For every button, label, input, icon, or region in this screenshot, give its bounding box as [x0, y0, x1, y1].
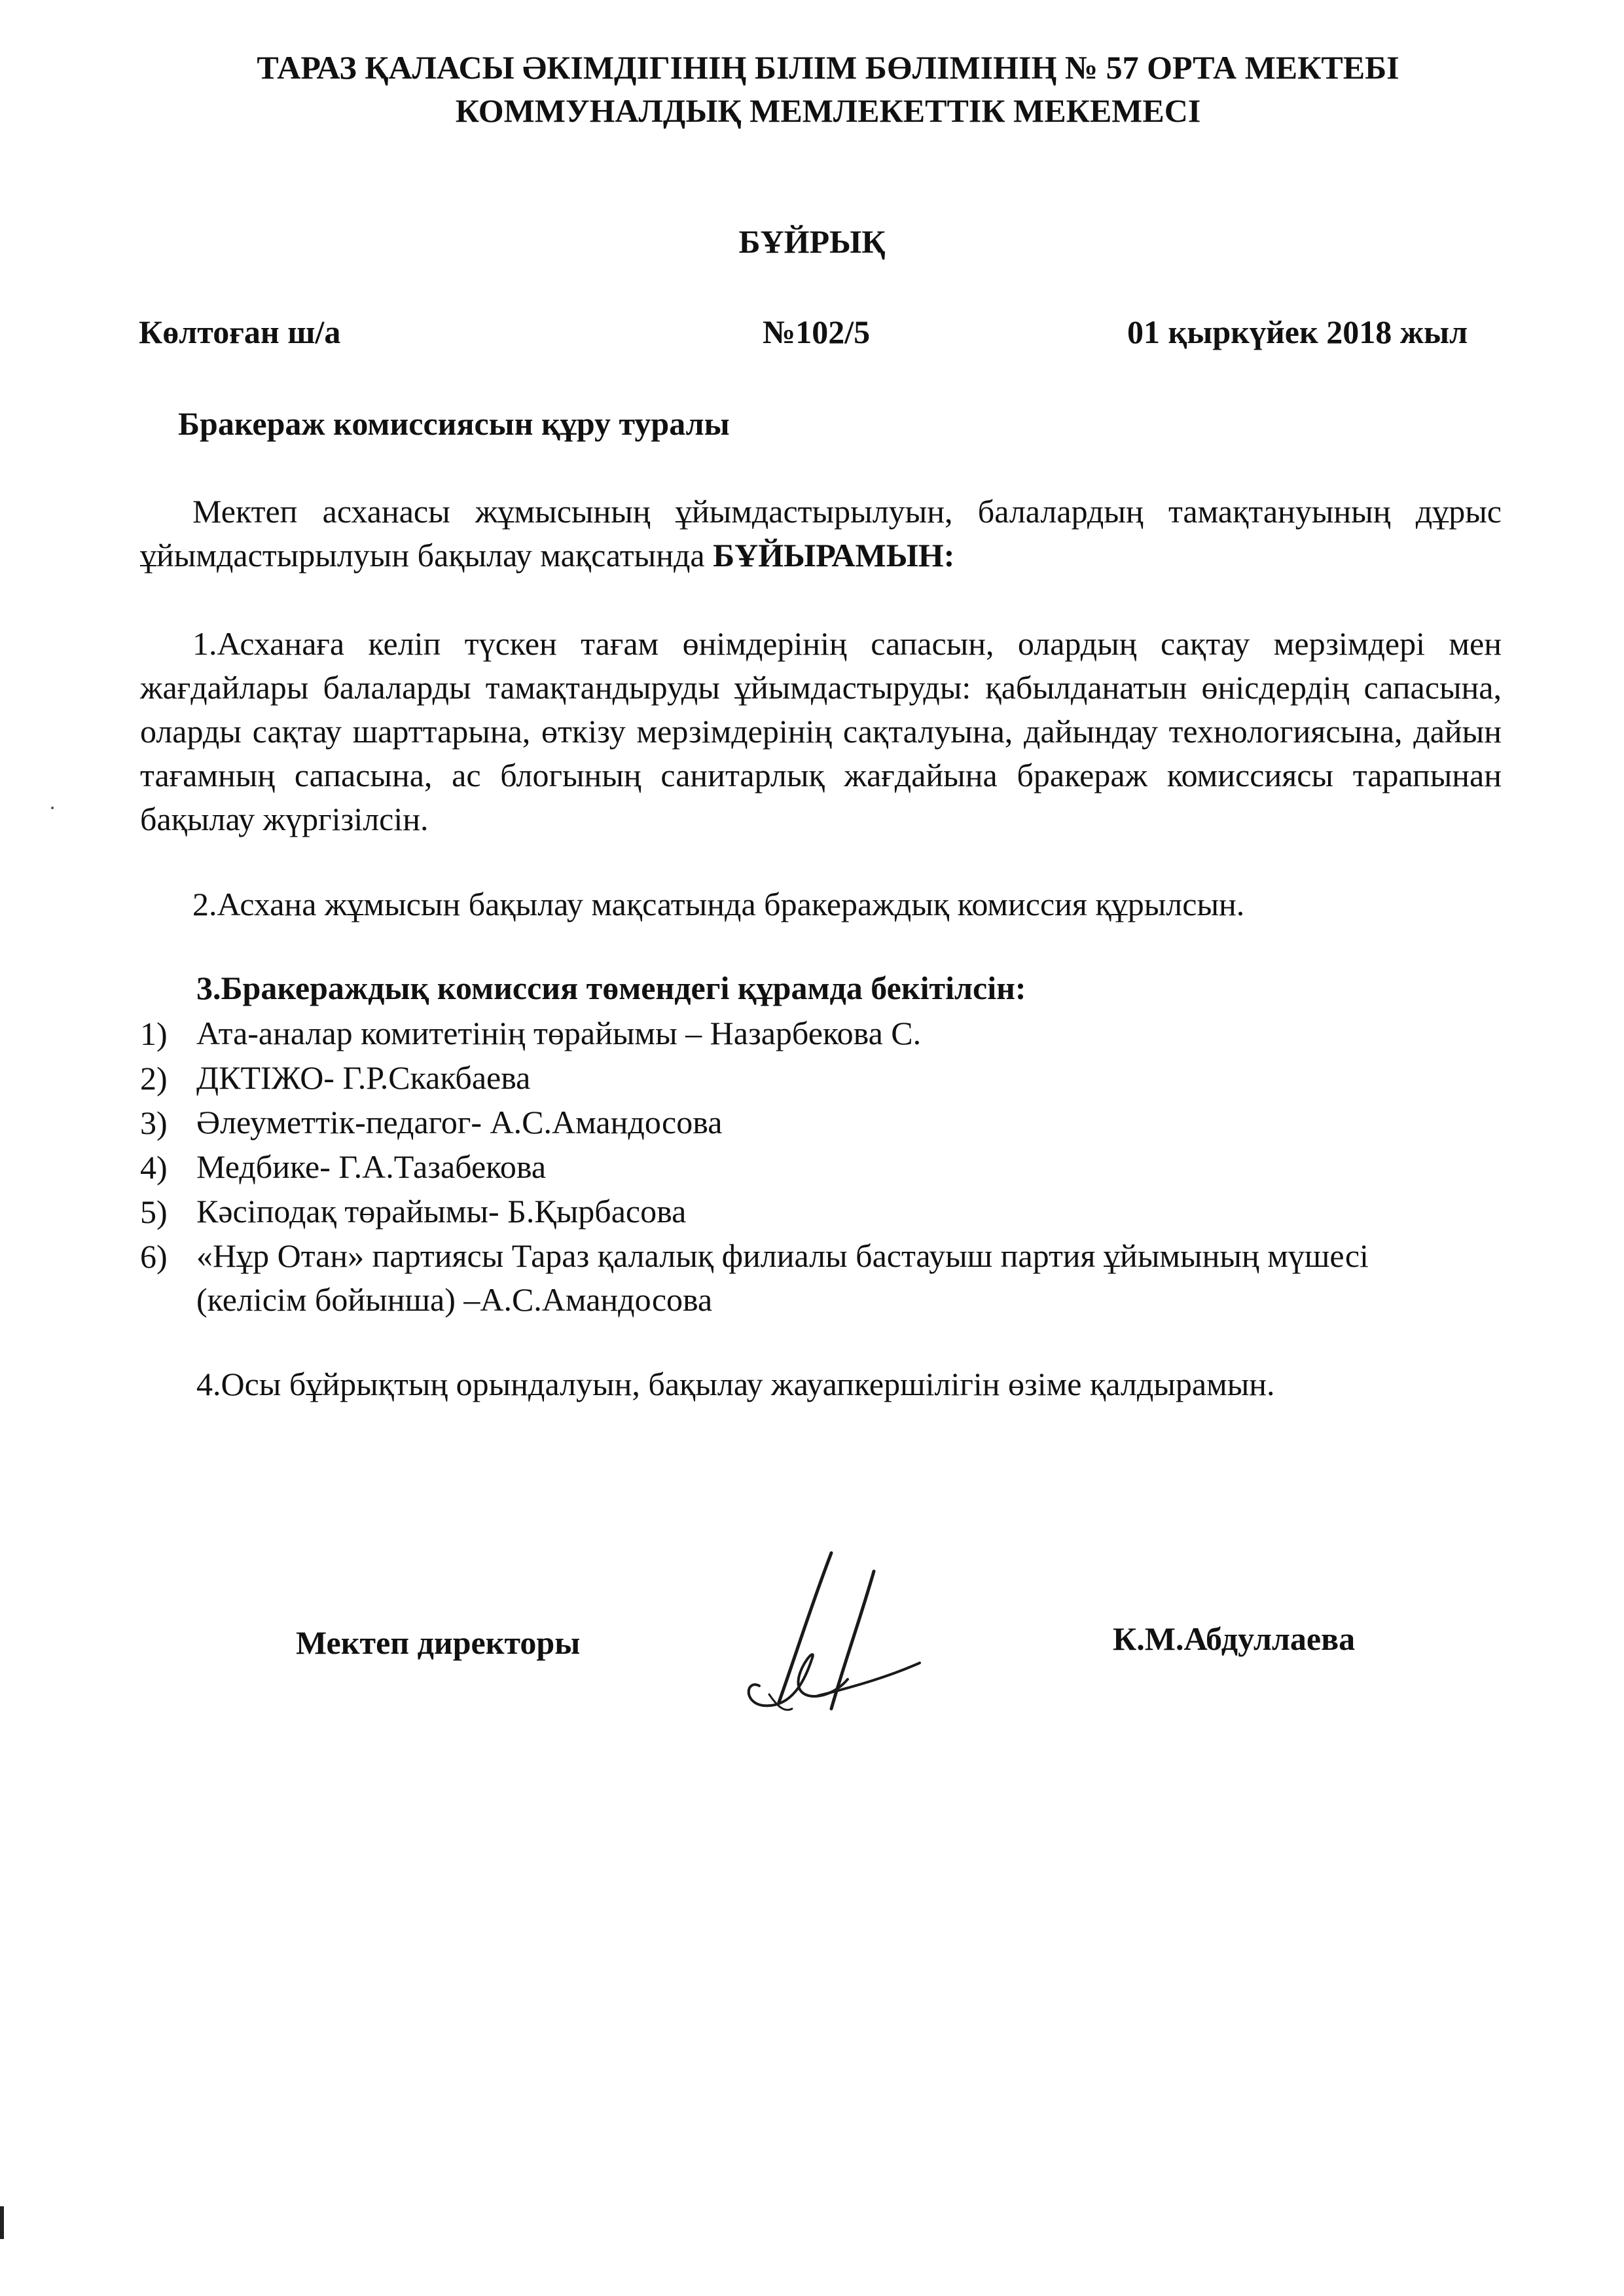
paragraph-2-text: 2.Асхана жұмысын бақылау мақсатында бракераждық комиссия құрылсын. [192, 886, 1245, 922]
paragraph-2 [140, 883, 1502, 926]
intro-emphasis: БҰЙЫРАМЫН: [713, 537, 955, 574]
paragraph-4: 4.Осы бұйрықтың орындалуын, бақылау жауапкершілігін өзіме қалдырамын. [196, 1366, 1275, 1402]
header-line-1: ТАРАЗ ҚАЛАСЫ ӘКІМДІГІНІҢ БІЛІМ БӨЛІМІНІҢ № 57 ОРТА МЕКТЕБІ [257, 49, 1399, 86]
scan-speck [51, 807, 54, 809]
member-number: 5) [140, 1194, 168, 1230]
paragraph-1-text: 1.Асханаға келіп түскен тағам өнімдерінің сапасын, олардың сақтау мерзімдері мен жағдайлары балаларды тамақтандыруды ұйымдастыруды: қабылданатын өнісдердің сапасына, оларды сақтау шарттарына, өткізу мерзімдерінің сақталуына, дайындау технологиясына, дайын тағамның сапасына, ас блогының санитарлық жағдайына бракераж комиссиясы тарапынан бақылау жүргізілсін. [140, 625, 1502, 837]
document-header [98, 46, 1558, 132]
member-number: 3) [140, 1104, 168, 1141]
signatory-position: Мектеп директоры [296, 1624, 581, 1661]
order-number: №102/5 [763, 314, 871, 350]
handwritten-signature [733, 1545, 929, 1722]
member-item: ДКТІЖО- Г.Р.Скакбаева [196, 1059, 531, 1096]
member-item: Медбике- Г.А.Тазабекова [196, 1148, 547, 1185]
order-place: Көлтоған ш/а [139, 314, 341, 350]
signatory-name: К.М.Абдуллаева [1113, 1620, 1356, 1657]
scan-edge-mark [0, 2206, 4, 2239]
member-item: Ата-аналар комитетінің төрайымы – Назарбекова С. [196, 1015, 922, 1051]
member-number: 6) [140, 1238, 168, 1275]
order-subject: Бракераж комиссиясын құру туралы [178, 405, 730, 442]
paragraph-1 [140, 622, 1502, 841]
intro-paragraph [140, 490, 1502, 577]
member-number: 1) [140, 1015, 168, 1052]
member-item: Әлеуметтік-педагог- А.С.Амандосова [196, 1104, 723, 1140]
member-item: Кәсіподақ төрайымы- Б.Қырбасова [196, 1193, 687, 1230]
order-date: 01 қыркүйек 2018 жыл [1127, 314, 1468, 350]
header-line-2: КОММУНАЛДЫҚ МЕМЛЕКЕТТІК МЕКЕМЕСІ [455, 92, 1201, 129]
member-item: «Нұр Отан» партиясы Тараз қалалық филиалы бастауыш партия ұйымының мүшесі (келісім бойынша) –А.С.Амандосова [196, 1237, 1369, 1318]
paragraph-3-heading: 3.Бракераждық комиссия төмендегі құрамда бекітілсін: [196, 970, 1026, 1006]
document-title: БҰЙРЫҚ [738, 223, 886, 260]
intro-text: Мектеп асханасы жұмысының ұйымдастырылуын, балалардың тамақтануының дұрыс ұйымдастырылуын бақылау мақсатында [140, 493, 1502, 574]
signature-icon [733, 1545, 929, 1722]
member-number: 4) [140, 1149, 168, 1186]
member-number: 2) [140, 1060, 168, 1097]
